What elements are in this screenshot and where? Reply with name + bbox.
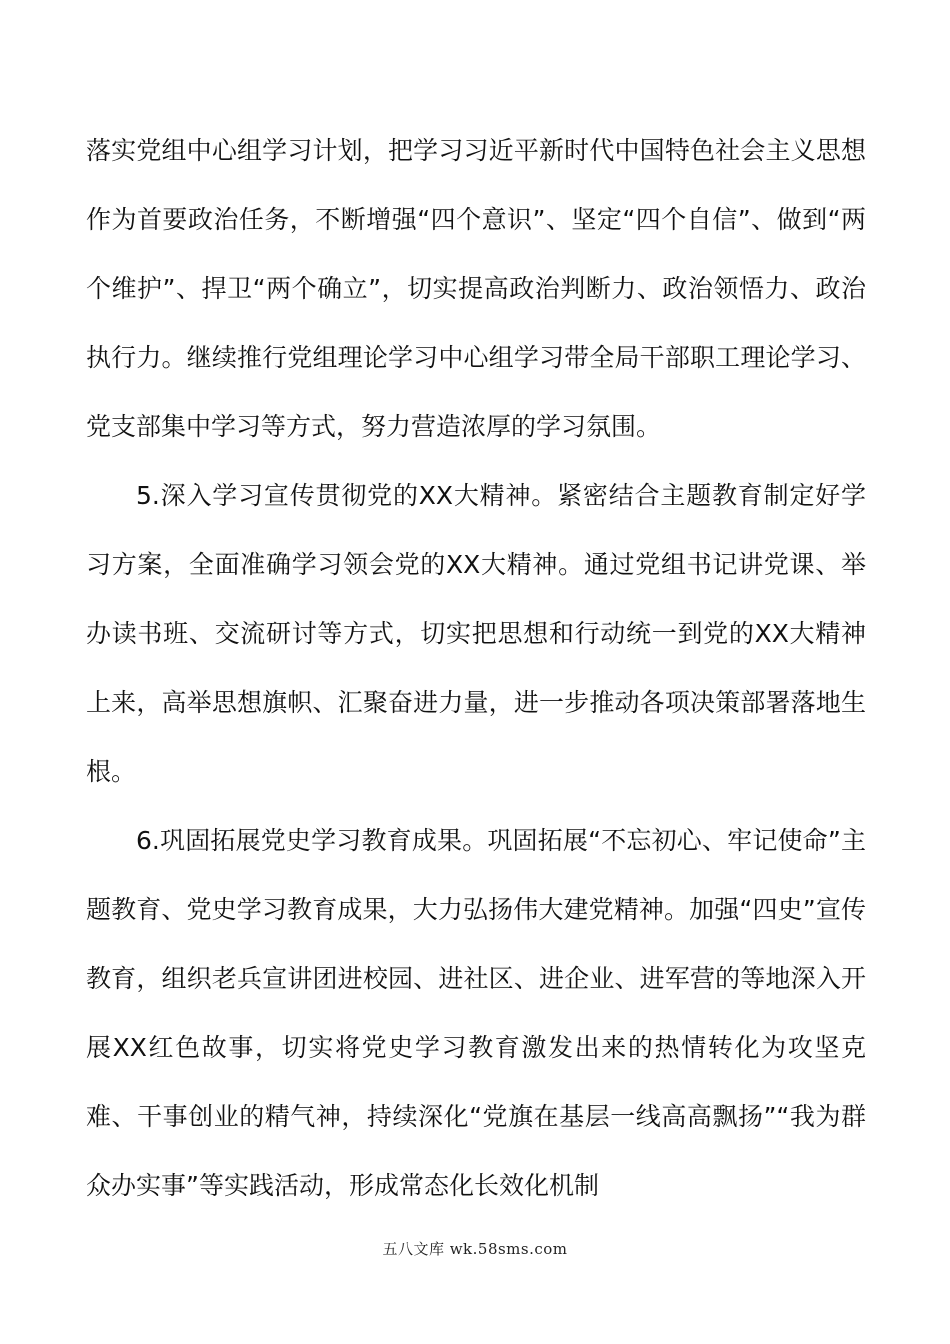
document-body bbox=[86, 116, 866, 1220]
paragraph-3: 6.巩固拓展党史学习教育成果。巩固拓展“不忘初心、牢记使命”主题教育、党史学习教育成果，大力弘扬伟大建党精神。加强“四史”宣传教育，组织老兵宣讲团进校园、进社区、进企业、进军营的等地深入开展XX红色故事，切实将党史学习教育激发出来的热情转化为攻坚克难、干事创业的精气神，持续深化“党旗在基层一线高高飘扬”“我为群众办实事”等实践活动，形成常态化长效化机制 bbox=[86, 826, 866, 1200]
page-footer-watermark: 五八文库 wk.58sms.com bbox=[382, 1240, 568, 1258]
paragraph-2: 5.深入学习宣传贯彻党的XX大精神。紧密结合主题教育制定好学习方案，全面准确学习领会党的XX大精神。通过党组书记讲党课、举办读书班、交流研讨等方式，切实把思想和行动统一到党的XX大精神上来，高举思想旗帜、汇聚奋进力量，进一步推动各项决策部署落地生根。 bbox=[86, 481, 866, 786]
paragraph-1: 落实党组中心组学习计划，把学习习近平新时代中国特色社会主义思想作为首要政治任务，不断增强“四个意识”、坚定“四个自信”、做到“两个维护”、捍卫“两个确立”，切实提高政治判断力、政治领悟力、政治执行力。继续推行党组理论学习中心组学习带全局干部职工理论学习、党支部集中学习等方式，努力营造浓厚的学习氛围。 bbox=[86, 136, 866, 441]
